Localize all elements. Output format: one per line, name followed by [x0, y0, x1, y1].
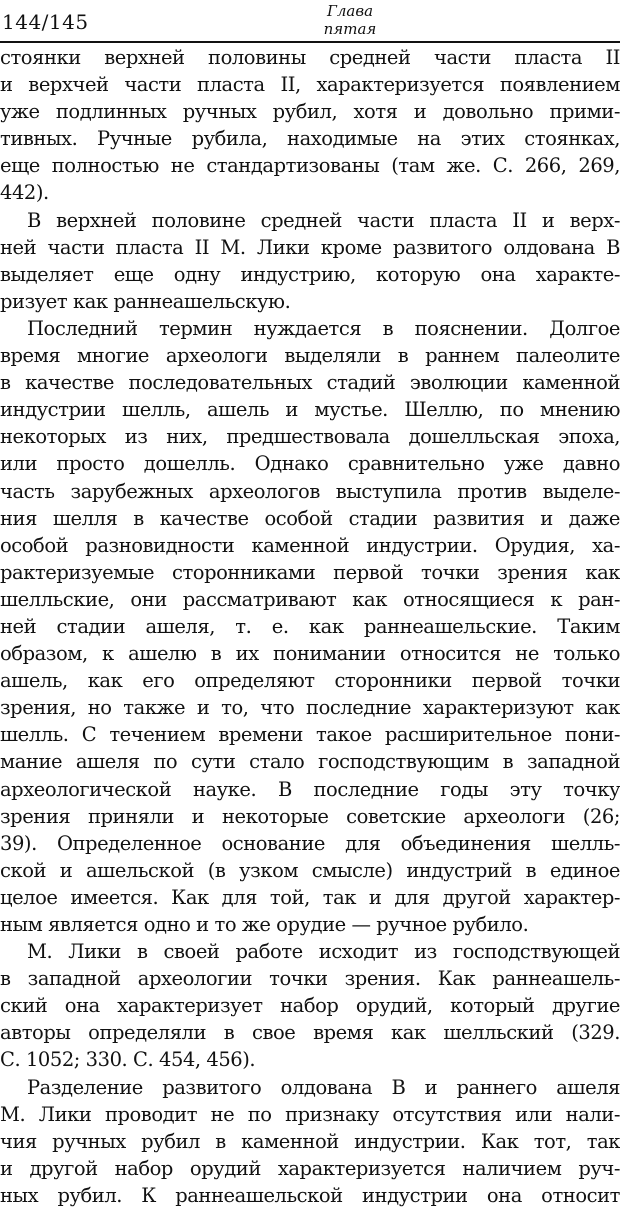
text-line: еще полностью не стандартизованы (там же. С. 266, 269, [0, 154, 620, 178]
chapter-label-line-1: Глава [326, 2, 374, 20]
body-text [0, 44, 620, 1209]
text-line: археологической науке. В последние годы эту точку [0, 777, 620, 801]
text-line: тивных. Ручные рубила, находимые на этих стоянках, [0, 127, 620, 151]
text-line: рактеризуемые сторонниками первой точки зрения как [0, 560, 620, 584]
text-line: некоторых из них, предшествовала дошелльская эпоха, [0, 425, 620, 449]
text-line: шелль. С течением времени такое расширительное пони- [0, 723, 620, 747]
text-line: М. Лики в своей работе исходит из господствующей [27, 940, 620, 964]
text-line: ский она характеризует набор орудий, который другие [0, 994, 620, 1018]
text-line: в западной археологии точки зрения. Как раннеашель- [0, 967, 620, 991]
text-line: и верхчей части пласта II, характеризуется появлением [0, 73, 620, 97]
text-line: ризует как раннеашельскую. [0, 289, 291, 313]
text-line: ней части пласта II М. Лики кроме развитого олдована В [0, 235, 620, 259]
text-line: ных рубил. К раннеашельской индустрии она относит [0, 1183, 620, 1207]
text-line: в качестве последовательных стадий эволюции каменной [0, 371, 620, 395]
text-line: уже подлинных ручных рубил, хотя и довольно прими- [0, 100, 620, 124]
text-line: выделяет еще одну индустрию, которую она характе- [0, 262, 620, 286]
text-line: ашель, как его определяют сторонники первой точки [0, 669, 620, 693]
header-rule [0, 41, 620, 43]
text-line: и другой набор орудий характеризуется наличием руч- [0, 1156, 620, 1180]
text-line: Разделение развитого олдована В и раннего ашеля [27, 1075, 620, 1099]
text-line: зрения приняли и некоторые советские археологи (26; [0, 804, 620, 828]
text-line: авторы определяли в свое время как шелльский (329. [0, 1021, 620, 1045]
text-line: шелльские, они рассматривают как относящиеся к ран- [0, 587, 620, 611]
text-line: индустрии шелль, ашель и мустье. Шеллю, по мнению [0, 398, 620, 422]
running-header [0, 0, 620, 44]
text-line: М. Лики проводит не по признаку отсутствия или нали- [0, 1102, 620, 1126]
text-line: образом, к ашелю в их понимании относится не только [0, 642, 620, 666]
text-line: целое имеется. Как для той, так и для другой характер- [0, 885, 620, 909]
text-line: зрения, но также и то, что последние характеризуют как [0, 696, 620, 720]
text-line: чия ручных рубил в каменной индустрии. Как тот, так [0, 1129, 620, 1153]
text-line: С. 1052; 330. С. 454, 456). [0, 1048, 256, 1072]
text-line: ней стадии ашеля, т. е. как раннеашельские. Таким [0, 614, 620, 638]
text-line: 39). Определенное основание для объединения шелль- [0, 831, 620, 855]
text-line: Последний термин нуждается в пояснении. Долгое [27, 316, 620, 340]
chapter-label-line-2: пятая [323, 20, 377, 38]
text-line: В верхней половине средней части пласта II и верх- [27, 208, 620, 232]
text-line: часть зарубежных археологов выступила против выделе- [0, 479, 620, 503]
text-line: ным является одно и то же орудие — ручное рубило. [0, 913, 529, 936]
text-line: время многие археологи выделяли в раннем палеолите [0, 344, 620, 368]
text-line: или просто дошелль. Однако сравнительно уже давно [0, 452, 620, 476]
text-line: мание ашеля по сути стало господствующим в западной [0, 750, 620, 774]
text-line: 442). [0, 181, 49, 205]
text-line: стоянки верхней половины средней части пласта II [0, 46, 620, 69]
text-line: особой разновидности каменной индустрии. Орудия, ха- [0, 533, 620, 557]
page-number: 144/145 [2, 10, 89, 34]
text-line: ния шелля в качестве особой стадии развития и даже [0, 506, 620, 530]
chapter-label [320, 2, 380, 38]
text-line: ской и ашельской (в узком смысле) индустрий в единое [0, 858, 620, 882]
